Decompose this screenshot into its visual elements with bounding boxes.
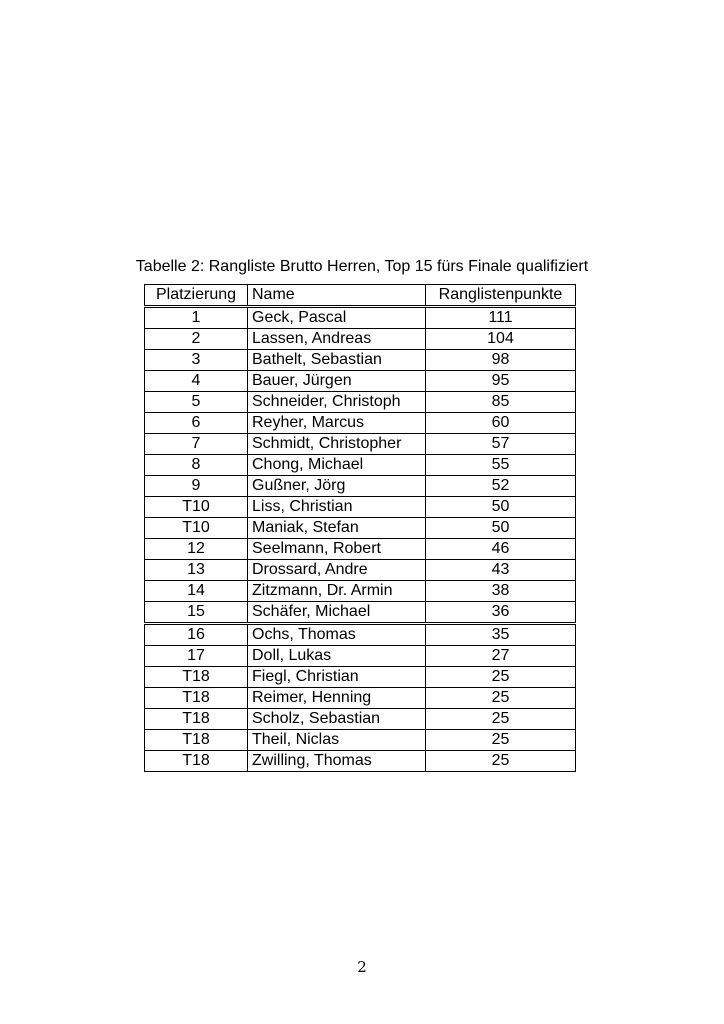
points-cell: 57 <box>426 434 576 455</box>
header-name: Name <box>248 285 426 307</box>
points-cell: 50 <box>426 518 576 539</box>
rank-cell: 5 <box>145 392 248 413</box>
rank-cell: T18 <box>145 751 248 772</box>
name-cell: Schneider, Christoph <box>248 392 426 413</box>
points-cell: 50 <box>426 497 576 518</box>
header-ranglistenpunkte: Ranglistenpunkte <box>426 285 576 307</box>
table-row <box>145 560 576 581</box>
header-platzierung: Platzierung <box>145 285 248 307</box>
rank-cell: 3 <box>145 350 248 371</box>
points-cell: 25 <box>426 667 576 688</box>
rank-cell: 1 <box>145 307 248 329</box>
points-cell: 38 <box>426 581 576 602</box>
points-cell: 98 <box>426 350 576 371</box>
points-cell: 35 <box>426 624 576 646</box>
name-cell: Schmidt, Christopher <box>248 434 426 455</box>
points-cell: 60 <box>426 413 576 434</box>
table-row <box>145 730 576 751</box>
name-cell: Lassen, Andreas <box>248 329 426 350</box>
table-row <box>145 455 576 476</box>
points-cell: 25 <box>426 709 576 730</box>
table-row <box>145 329 576 350</box>
table-row <box>145 518 576 539</box>
points-cell: 95 <box>426 371 576 392</box>
table-row <box>145 624 576 646</box>
name-cell: Chong, Michael <box>248 455 426 476</box>
rank-cell: 15 <box>145 602 248 624</box>
ranking-table <box>144 284 576 772</box>
table-row <box>145 392 576 413</box>
table-row <box>145 581 576 602</box>
rank-cell: T18 <box>145 688 248 709</box>
name-cell: Reimer, Henning <box>248 688 426 709</box>
name-cell: Reyher, Marcus <box>248 413 426 434</box>
rank-cell: 16 <box>145 624 248 646</box>
points-cell: 25 <box>426 751 576 772</box>
rank-cell: 4 <box>145 371 248 392</box>
name-cell: Ochs, Thomas <box>248 624 426 646</box>
table-row <box>145 646 576 667</box>
points-cell: 104 <box>426 329 576 350</box>
rank-cell: T18 <box>145 667 248 688</box>
points-cell: 25 <box>426 688 576 709</box>
rank-cell: T10 <box>145 518 248 539</box>
rank-cell: T18 <box>145 730 248 751</box>
rank-cell: 14 <box>145 581 248 602</box>
page-number: 2 <box>357 958 367 976</box>
name-cell: Schäfer, Michael <box>248 602 426 624</box>
points-cell: 25 <box>426 730 576 751</box>
table-row <box>145 350 576 371</box>
rank-cell: 17 <box>145 646 248 667</box>
table-caption: Tabelle 2: Rangliste Brutto Herren, Top 15 fürs Finale qualifiziert <box>135 258 589 275</box>
table-row <box>145 497 576 518</box>
table-row <box>145 667 576 688</box>
table-row <box>145 688 576 709</box>
rank-cell: T10 <box>145 497 248 518</box>
table-row <box>145 751 576 772</box>
rank-cell: 13 <box>145 560 248 581</box>
points-cell: 43 <box>426 560 576 581</box>
name-cell: Drossard, Andre <box>248 560 426 581</box>
table-row <box>145 476 576 497</box>
rank-cell: 2 <box>145 329 248 350</box>
name-cell: Doll, Lukas <box>248 646 426 667</box>
table-row <box>145 709 576 730</box>
name-cell: Zitzmann, Dr. Armin <box>248 581 426 602</box>
table-row <box>145 434 576 455</box>
name-cell: Zwilling, Thomas <box>248 751 426 772</box>
points-cell: 46 <box>426 539 576 560</box>
name-cell: Gußner, Jörg <box>248 476 426 497</box>
points-cell: 85 <box>426 392 576 413</box>
points-cell: 111 <box>426 307 576 329</box>
name-cell: Scholz, Sebastian <box>248 709 426 730</box>
name-cell: Fiegl, Christian <box>248 667 426 688</box>
rank-cell: 8 <box>145 455 248 476</box>
name-cell: Geck, Pascal <box>248 307 426 329</box>
name-cell: Theil, Niclas <box>248 730 426 751</box>
points-cell: 55 <box>426 455 576 476</box>
points-cell: 27 <box>426 646 576 667</box>
points-cell: 36 <box>426 602 576 624</box>
table-row <box>145 602 576 624</box>
table-row <box>145 371 576 392</box>
rank-cell: T18 <box>145 709 248 730</box>
points-cell: 52 <box>426 476 576 497</box>
name-cell: Maniak, Stefan <box>248 518 426 539</box>
name-cell: Liss, Christian <box>248 497 426 518</box>
name-cell: Seelmann, Robert <box>248 539 426 560</box>
rank-cell: 6 <box>145 413 248 434</box>
table-row <box>145 307 576 329</box>
table-row <box>145 539 576 560</box>
rank-cell: 9 <box>145 476 248 497</box>
rank-cell: 7 <box>145 434 248 455</box>
table-header-row <box>145 285 576 307</box>
rank-cell: 12 <box>145 539 248 560</box>
table-row <box>145 413 576 434</box>
name-cell: Bathelt, Sebastian <box>248 350 426 371</box>
name-cell: Bauer, Jürgen <box>248 371 426 392</box>
